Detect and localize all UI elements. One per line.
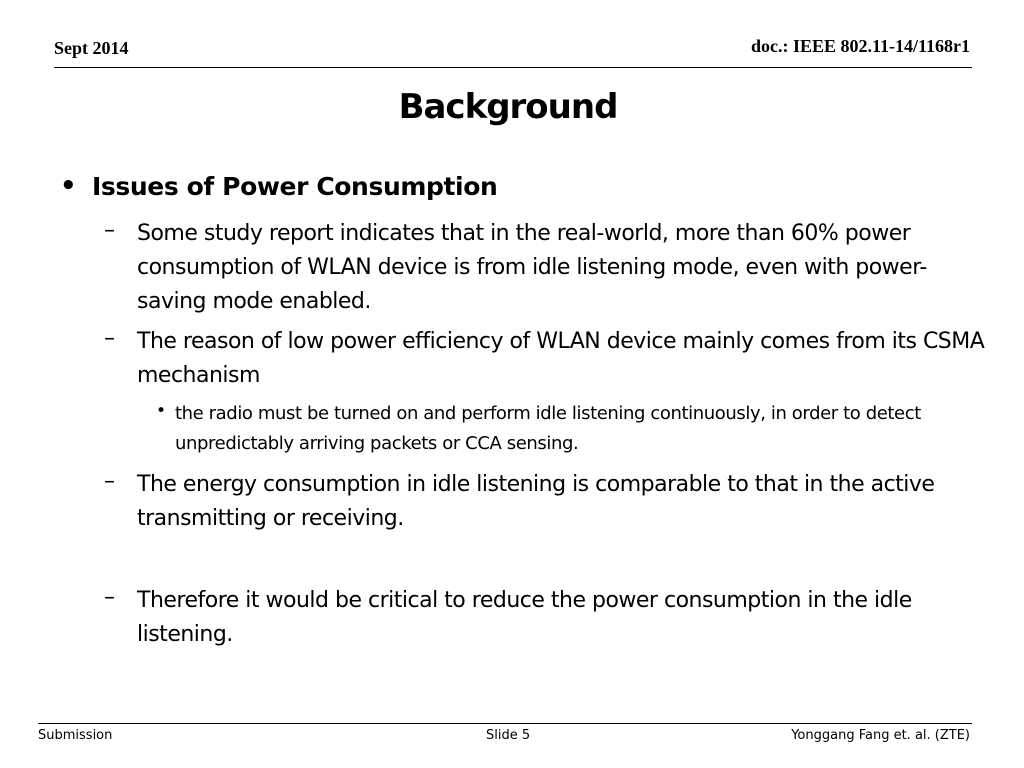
bullet-marker: • <box>60 171 77 201</box>
slide-title: Background <box>398 87 618 127</box>
footer-divider <box>38 723 972 724</box>
sub-sub-bullet-marker: • <box>156 401 167 421</box>
dash-marker-3: – <box>104 469 115 494</box>
sub-bullet-3: The energy consumption in idle listening is comparable to that in the active transmitting or receiving. <box>137 472 935 531</box>
bullet-heading: Issues of Power Consumption <box>92 172 498 201</box>
dash-marker-2: – <box>104 326 115 351</box>
footer-author: Yonggang Fang et. al. (ZTE) <box>791 728 970 743</box>
sub-bullet-4: Therefore it would be critical to reduce the power consumption in the idle listening. <box>137 588 912 647</box>
footer-submission: Submission <box>38 728 113 743</box>
dash-marker-4: – <box>104 585 115 610</box>
sub-bullet-2: The reason of low power efficiency of WLAN device mainly comes from its CSMA mechanism <box>137 329 985 388</box>
footer-slide-number: Slide 5 <box>486 728 531 743</box>
sub-bullet-1: Some study report indicates that in the real-world, more than 60% power consumption of WLAN device is from idle listening mode, even with power-saving mode enabled. <box>137 221 927 314</box>
header-doc-id: doc.: IEEE 802.11-14/1168r1 <box>750 36 970 56</box>
header-date: Sept 2014 <box>54 38 129 58</box>
sub-sub-bullet-1: the radio must be turned on and perform idle listening continuously, in order to detect unpredictably arriving packets or CCA sensing. <box>175 403 921 454</box>
dash-marker-1: – <box>104 218 115 243</box>
